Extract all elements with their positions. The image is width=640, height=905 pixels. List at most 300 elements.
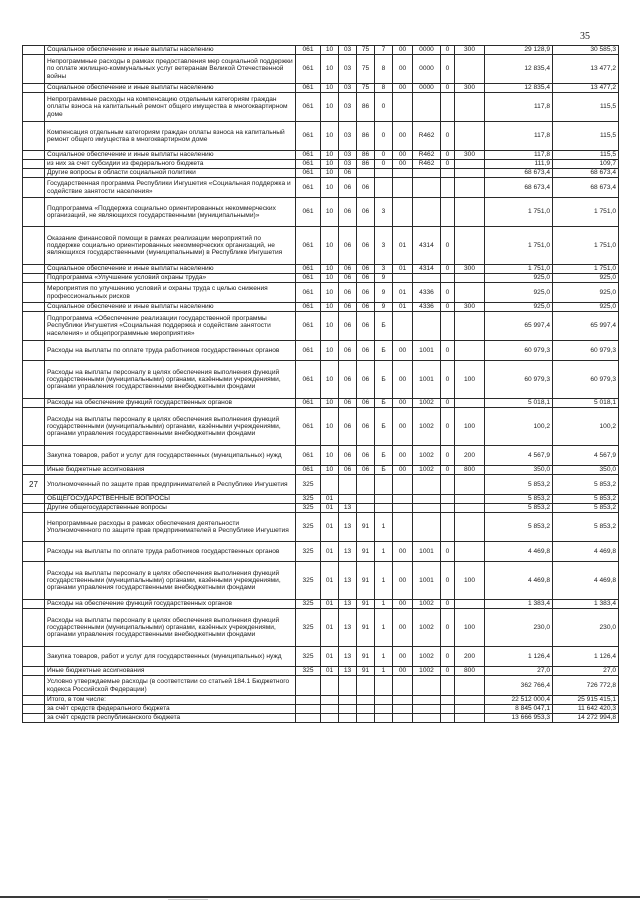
- code-activity: [393, 714, 413, 723]
- row-name: за счёт средств республиканского бюджета: [45, 714, 296, 723]
- value-year-1: 117,8: [485, 151, 553, 160]
- code-expense: 1002: [413, 609, 441, 647]
- row-name: за счёт средств федерального бюджета: [45, 705, 296, 714]
- code-ministry: [296, 696, 321, 705]
- code-subsection: 06: [339, 169, 357, 178]
- code-activity: 00: [393, 55, 413, 84]
- value-year-2: 1 126,4: [553, 647, 619, 667]
- table-row: [23, 504, 619, 513]
- code-section: 10: [321, 198, 339, 227]
- code-expense: 4314: [413, 227, 441, 265]
- code-type: 300: [455, 151, 485, 160]
- row-name: Социальное обеспечение и иные выплаты населению: [45, 84, 296, 93]
- code-type: [455, 178, 485, 198]
- code-expense: [413, 475, 441, 495]
- value-year-1: 925,0: [485, 283, 553, 303]
- code-program: [357, 169, 375, 178]
- code-extra: 0: [441, 542, 455, 562]
- code-type: [455, 122, 485, 151]
- value-year-1: 5 853,2: [485, 513, 553, 542]
- code-subprogram: [375, 169, 393, 178]
- budget-table: [22, 45, 619, 723]
- code-subprogram: Б: [375, 466, 393, 475]
- code-program: 91: [357, 542, 375, 562]
- table-row: [23, 178, 619, 198]
- table-row: [23, 283, 619, 303]
- code-subsection: 03: [339, 55, 357, 84]
- code-ministry: [296, 676, 321, 696]
- value-year-2: 5 853,2: [553, 495, 619, 504]
- row-name: Расходы на обеспечение функций государственных органов: [45, 600, 296, 609]
- code-section: 01: [321, 513, 339, 542]
- code-activity: [393, 169, 413, 178]
- row-name: Государственная программа Республики Ингушетия «Социальная поддержка и содействие занятости населения»: [45, 178, 296, 198]
- code-ministry: 061: [296, 274, 321, 283]
- code-program: [357, 696, 375, 705]
- code-type: 300: [455, 84, 485, 93]
- value-year-1: 12 835,4: [485, 55, 553, 84]
- value-year-2: 11 642 420,3: [553, 705, 619, 714]
- code-program: 75: [357, 84, 375, 93]
- code-subprogram: 0: [375, 93, 393, 122]
- row-number: [23, 169, 45, 178]
- value-year-1: 1 751,0: [485, 198, 553, 227]
- code-extra: 0: [441, 399, 455, 408]
- value-year-1: 5 018,1: [485, 399, 553, 408]
- code-type: [455, 714, 485, 723]
- code-activity: 00: [393, 609, 413, 647]
- code-ministry: 061: [296, 341, 321, 361]
- code-type: 300: [455, 303, 485, 312]
- value-year-2: 925,0: [553, 274, 619, 283]
- row-number: [23, 542, 45, 562]
- code-activity: 00: [393, 542, 413, 562]
- code-extra: 0: [441, 562, 455, 600]
- row-name: Подпрограмма «Обеспечение реализации государственной программы Республики Ингушетия «Социальная поддержка и содействие занятости населения» и общепрограммные мероприятия»: [45, 312, 296, 341]
- code-subsection: 06: [339, 341, 357, 361]
- code-section: 01: [321, 562, 339, 600]
- code-ministry: 325: [296, 647, 321, 667]
- row-name: Другие вопросы в области социальной политики: [45, 169, 296, 178]
- value-year-1: 13 666 953,3: [485, 714, 553, 723]
- value-year-2: 1 751,0: [553, 198, 619, 227]
- value-year-2: 726 772,8: [553, 676, 619, 696]
- row-number: [23, 227, 45, 265]
- table-row: [23, 46, 619, 55]
- code-type: [455, 676, 485, 696]
- code-expense: [413, 169, 441, 178]
- value-year-2: 68 673,4: [553, 178, 619, 198]
- scan-mark: [430, 899, 480, 900]
- value-year-1: 1 126,4: [485, 647, 553, 667]
- table-row: [23, 466, 619, 475]
- code-activity: 00: [393, 562, 413, 600]
- table-body: [23, 46, 619, 723]
- code-section: 01: [321, 542, 339, 562]
- code-subsection: [339, 495, 357, 504]
- code-activity: 00: [393, 647, 413, 667]
- value-year-1: 350,0: [485, 466, 553, 475]
- value-year-2: 30 585,3: [553, 46, 619, 55]
- value-year-1: 8 845 047,1: [485, 705, 553, 714]
- code-extra: 0: [441, 408, 455, 446]
- table-row: [23, 265, 619, 274]
- code-type: [455, 341, 485, 361]
- code-expense: [413, 274, 441, 283]
- code-activity: 01: [393, 265, 413, 274]
- value-year-2: 13 477,2: [553, 84, 619, 93]
- code-ministry: [296, 705, 321, 714]
- row-name: Расходы на выплаты по оплате труда работников государственных органов: [45, 542, 296, 562]
- code-activity: 00: [393, 122, 413, 151]
- code-program: 91: [357, 600, 375, 609]
- code-ministry: 061: [296, 466, 321, 475]
- code-ministry: 061: [296, 283, 321, 303]
- value-year-1: 1 751,0: [485, 265, 553, 274]
- code-activity: 01: [393, 227, 413, 265]
- code-program: 86: [357, 160, 375, 169]
- value-year-1: 65 997,4: [485, 312, 553, 341]
- code-subprogram: 1: [375, 667, 393, 676]
- value-year-2: 4 469,8: [553, 542, 619, 562]
- code-ministry: 061: [296, 46, 321, 55]
- code-subprogram: 9: [375, 274, 393, 283]
- value-year-2: 1 383,4: [553, 600, 619, 609]
- code-activity: 00: [393, 600, 413, 609]
- code-ministry: 325: [296, 495, 321, 504]
- code-section: 10: [321, 169, 339, 178]
- value-year-2: 115,5: [553, 122, 619, 151]
- code-extra: [441, 696, 455, 705]
- code-subsection: 13: [339, 600, 357, 609]
- code-subprogram: 3: [375, 265, 393, 274]
- table-row: [23, 562, 619, 600]
- table-row: [23, 361, 619, 399]
- code-extra: 0: [441, 466, 455, 475]
- code-ministry: 325: [296, 504, 321, 513]
- code-program: 91: [357, 513, 375, 542]
- row-name: Социальное обеспечение и иные выплаты населению: [45, 303, 296, 312]
- code-activity: 00: [393, 399, 413, 408]
- row-number: [23, 667, 45, 676]
- row-number: [23, 312, 45, 341]
- code-program: 86: [357, 122, 375, 151]
- code-subsection: 03: [339, 46, 357, 55]
- value-year-2: 230,0: [553, 609, 619, 647]
- code-section: 01: [321, 667, 339, 676]
- code-program: 06: [357, 274, 375, 283]
- code-subsection: 06: [339, 408, 357, 446]
- code-expense: [413, 495, 441, 504]
- value-year-2: 68 673,4: [553, 169, 619, 178]
- row-number: [23, 93, 45, 122]
- value-year-2: 25 915 415,1: [553, 696, 619, 705]
- value-year-1: 117,8: [485, 93, 553, 122]
- row-number: [23, 122, 45, 151]
- row-name: Социальное обеспечение и иные выплаты населению: [45, 151, 296, 160]
- row-number: [23, 274, 45, 283]
- code-activity: 00: [393, 341, 413, 361]
- code-activity: [393, 312, 413, 341]
- value-year-1: 111,9: [485, 160, 553, 169]
- code-ministry: 325: [296, 513, 321, 542]
- code-expense: [413, 513, 441, 542]
- code-section: 10: [321, 283, 339, 303]
- code-program: 75: [357, 55, 375, 84]
- code-ministry: 325: [296, 667, 321, 676]
- table-row: [23, 274, 619, 283]
- code-program: 06: [357, 303, 375, 312]
- code-section: 10: [321, 446, 339, 466]
- code-subsection: 03: [339, 160, 357, 169]
- value-year-1: 60 979,3: [485, 361, 553, 399]
- code-type: [455, 696, 485, 705]
- code-type: 100: [455, 609, 485, 647]
- code-subprogram: 1: [375, 542, 393, 562]
- value-year-2: 1 751,0: [553, 265, 619, 274]
- code-subsection: 06: [339, 227, 357, 265]
- code-expense: 4314: [413, 265, 441, 274]
- table-row: [23, 495, 619, 504]
- row-name: Иные бюджетные ассигнования: [45, 466, 296, 475]
- code-section: 10: [321, 265, 339, 274]
- code-subprogram: 8: [375, 84, 393, 93]
- row-name: Расходы на выплаты персоналу в целях обеспечения выполнения функций государственными (муниципальными) органами, казёнными учреждениями, органами управления государственными внебюджетными фондами: [45, 562, 296, 600]
- code-type: [455, 198, 485, 227]
- code-section: [321, 676, 339, 696]
- code-type: 100: [455, 562, 485, 600]
- code-activity: 01: [393, 283, 413, 303]
- code-subprogram: 3: [375, 198, 393, 227]
- code-type: [455, 274, 485, 283]
- code-section: 10: [321, 160, 339, 169]
- code-type: [455, 495, 485, 504]
- value-year-2: 27,0: [553, 667, 619, 676]
- table-row: [23, 513, 619, 542]
- value-year-2: 5 853,2: [553, 504, 619, 513]
- code-activity: 00: [393, 160, 413, 169]
- code-subsection: 13: [339, 667, 357, 676]
- code-type: 100: [455, 408, 485, 446]
- code-program: 06: [357, 341, 375, 361]
- code-expense: 4336: [413, 303, 441, 312]
- code-subsection: [339, 714, 357, 723]
- code-activity: [393, 705, 413, 714]
- code-expense: [413, 198, 441, 227]
- row-name: Условно утверждаемые расходы (в соответствии со статьей 184.1 Бюджетного кодекса Российской Федерации): [45, 676, 296, 696]
- value-year-2: 5 018,1: [553, 399, 619, 408]
- value-year-1: 925,0: [485, 303, 553, 312]
- row-number: [23, 361, 45, 399]
- value-year-2: 60 979,3: [553, 361, 619, 399]
- code-ministry: 325: [296, 562, 321, 600]
- row-name: Закупка товаров, работ и услуг для государственных (муниципальных) нужд: [45, 647, 296, 667]
- code-subprogram: [375, 696, 393, 705]
- page-number: 35: [580, 31, 590, 42]
- code-expense: [413, 178, 441, 198]
- row-name: Уполномоченный по защите прав предпринимателей в Республике Ингушетия: [45, 475, 296, 495]
- code-subprogram: [375, 714, 393, 723]
- code-type: [455, 399, 485, 408]
- code-ministry: 061: [296, 399, 321, 408]
- code-ministry: [296, 714, 321, 723]
- code-activity: 00: [393, 466, 413, 475]
- code-expense: [413, 504, 441, 513]
- value-year-1: 60 979,3: [485, 341, 553, 361]
- code-expense: 1002: [413, 446, 441, 466]
- code-program: [357, 714, 375, 723]
- code-section: [321, 714, 339, 723]
- code-activity: [393, 475, 413, 495]
- row-number: [23, 714, 45, 723]
- code-expense: 1002: [413, 667, 441, 676]
- code-expense: 0000: [413, 55, 441, 84]
- code-extra: 0: [441, 55, 455, 84]
- code-program: 86: [357, 93, 375, 122]
- code-subsection: 06: [339, 312, 357, 341]
- row-name: Закупка товаров, работ и услуг для государственных (муниципальных) нужд: [45, 446, 296, 466]
- code-type: [455, 169, 485, 178]
- table-row: [23, 198, 619, 227]
- table-row: [23, 160, 619, 169]
- value-year-1: 1 751,0: [485, 227, 553, 265]
- table-row: [23, 169, 619, 178]
- code-section: 10: [321, 303, 339, 312]
- code-expense: 1001: [413, 361, 441, 399]
- row-number: [23, 466, 45, 475]
- code-section: 10: [321, 55, 339, 84]
- code-type: [455, 513, 485, 542]
- code-expense: 1001: [413, 542, 441, 562]
- code-type: 100: [455, 361, 485, 399]
- scan-mark: [300, 899, 360, 900]
- code-expense: 0000: [413, 46, 441, 55]
- code-section: [321, 475, 339, 495]
- code-ministry: 325: [296, 600, 321, 609]
- table-row: [23, 227, 619, 265]
- code-type: [455, 504, 485, 513]
- code-subprogram: Б: [375, 312, 393, 341]
- code-program: [357, 495, 375, 504]
- row-number: [23, 160, 45, 169]
- code-subprogram: 7: [375, 46, 393, 55]
- value-year-1: 68 673,4: [485, 169, 553, 178]
- row-name: Непрограммные расходы в рамках предоставления мер социальной поддержки по оплате жилищно-коммунальных услуг ветеранам Великой Отечественной войны: [45, 55, 296, 84]
- code-ministry: 061: [296, 84, 321, 93]
- code-program: 06: [357, 283, 375, 303]
- code-subsection: 13: [339, 647, 357, 667]
- code-subsection: 03: [339, 93, 357, 122]
- value-year-1: 5 853,2: [485, 495, 553, 504]
- row-number: [23, 46, 45, 55]
- code-subsection: 06: [339, 283, 357, 303]
- code-extra: 0: [441, 303, 455, 312]
- code-subsection: 06: [339, 265, 357, 274]
- code-ministry: 061: [296, 361, 321, 399]
- code-ministry: 325: [296, 542, 321, 562]
- value-year-1: 29 128,9: [485, 46, 553, 55]
- code-activity: [393, 495, 413, 504]
- code-expense: [413, 676, 441, 696]
- code-subprogram: Б: [375, 341, 393, 361]
- value-year-1: 230,0: [485, 609, 553, 647]
- code-subsection: 13: [339, 562, 357, 600]
- code-section: 10: [321, 408, 339, 446]
- code-extra: [441, 178, 455, 198]
- code-subprogram: 9: [375, 283, 393, 303]
- code-expense: [413, 93, 441, 122]
- value-year-2: 65 997,4: [553, 312, 619, 341]
- code-subsection: 03: [339, 122, 357, 151]
- code-subprogram: 8: [375, 55, 393, 84]
- row-name: Другие общегосударственные вопросы: [45, 504, 296, 513]
- value-year-2: 1 751,0: [553, 227, 619, 265]
- row-number: [23, 408, 45, 446]
- row-number: [23, 696, 45, 705]
- code-extra: [441, 475, 455, 495]
- code-section: [321, 696, 339, 705]
- row-name: Подпрограмма «Улучшение условий охраны труда»: [45, 274, 296, 283]
- value-year-1: 925,0: [485, 274, 553, 283]
- row-name: Социальное обеспечение и иные выплаты населению: [45, 46, 296, 55]
- code-section: 01: [321, 609, 339, 647]
- code-subsection: 06: [339, 198, 357, 227]
- code-subprogram: [375, 495, 393, 504]
- code-extra: 0: [441, 361, 455, 399]
- table-row: [23, 399, 619, 408]
- value-year-1: 4 469,8: [485, 542, 553, 562]
- table-row: [23, 609, 619, 647]
- code-subsection: 03: [339, 151, 357, 160]
- value-year-1: 362 766,4: [485, 676, 553, 696]
- code-section: 01: [321, 495, 339, 504]
- row-name: Расходы на выплаты по оплате труда работников государственных органов: [45, 341, 296, 361]
- code-subsection: 13: [339, 609, 357, 647]
- code-extra: [441, 504, 455, 513]
- code-activity: [393, 274, 413, 283]
- row-name: Компенсация отдельным категориям граждан оплаты взноса на капитальный ремонт общего имущества в многоквартирном доме: [45, 122, 296, 151]
- code-extra: 0: [441, 122, 455, 151]
- code-activity: 00: [393, 408, 413, 446]
- code-extra: [441, 714, 455, 723]
- row-number: [23, 446, 45, 466]
- value-year-2: 100,2: [553, 408, 619, 446]
- row-number: [23, 399, 45, 408]
- table-row: [23, 446, 619, 466]
- code-type: [455, 600, 485, 609]
- code-subprogram: 1: [375, 513, 393, 542]
- code-ministry: 061: [296, 122, 321, 151]
- code-activity: [393, 198, 413, 227]
- row-number: [23, 341, 45, 361]
- code-program: 06: [357, 399, 375, 408]
- code-section: 01: [321, 504, 339, 513]
- code-subprogram: Б: [375, 361, 393, 399]
- code-extra: 0: [441, 227, 455, 265]
- code-expense: 0000: [413, 84, 441, 93]
- table-row: [23, 696, 619, 705]
- code-program: 75: [357, 46, 375, 55]
- code-type: [455, 93, 485, 122]
- code-ministry: 325: [296, 609, 321, 647]
- code-program: 06: [357, 361, 375, 399]
- code-expense: R462: [413, 122, 441, 151]
- code-program: 91: [357, 667, 375, 676]
- code-type: [455, 160, 485, 169]
- code-subsection: 13: [339, 542, 357, 562]
- row-number: [23, 265, 45, 274]
- row-name: Непрограммные расходы в рамках обеспечения деятельности Уполномоченного по защите прав предпринимателей в Республике Ингушетия: [45, 513, 296, 542]
